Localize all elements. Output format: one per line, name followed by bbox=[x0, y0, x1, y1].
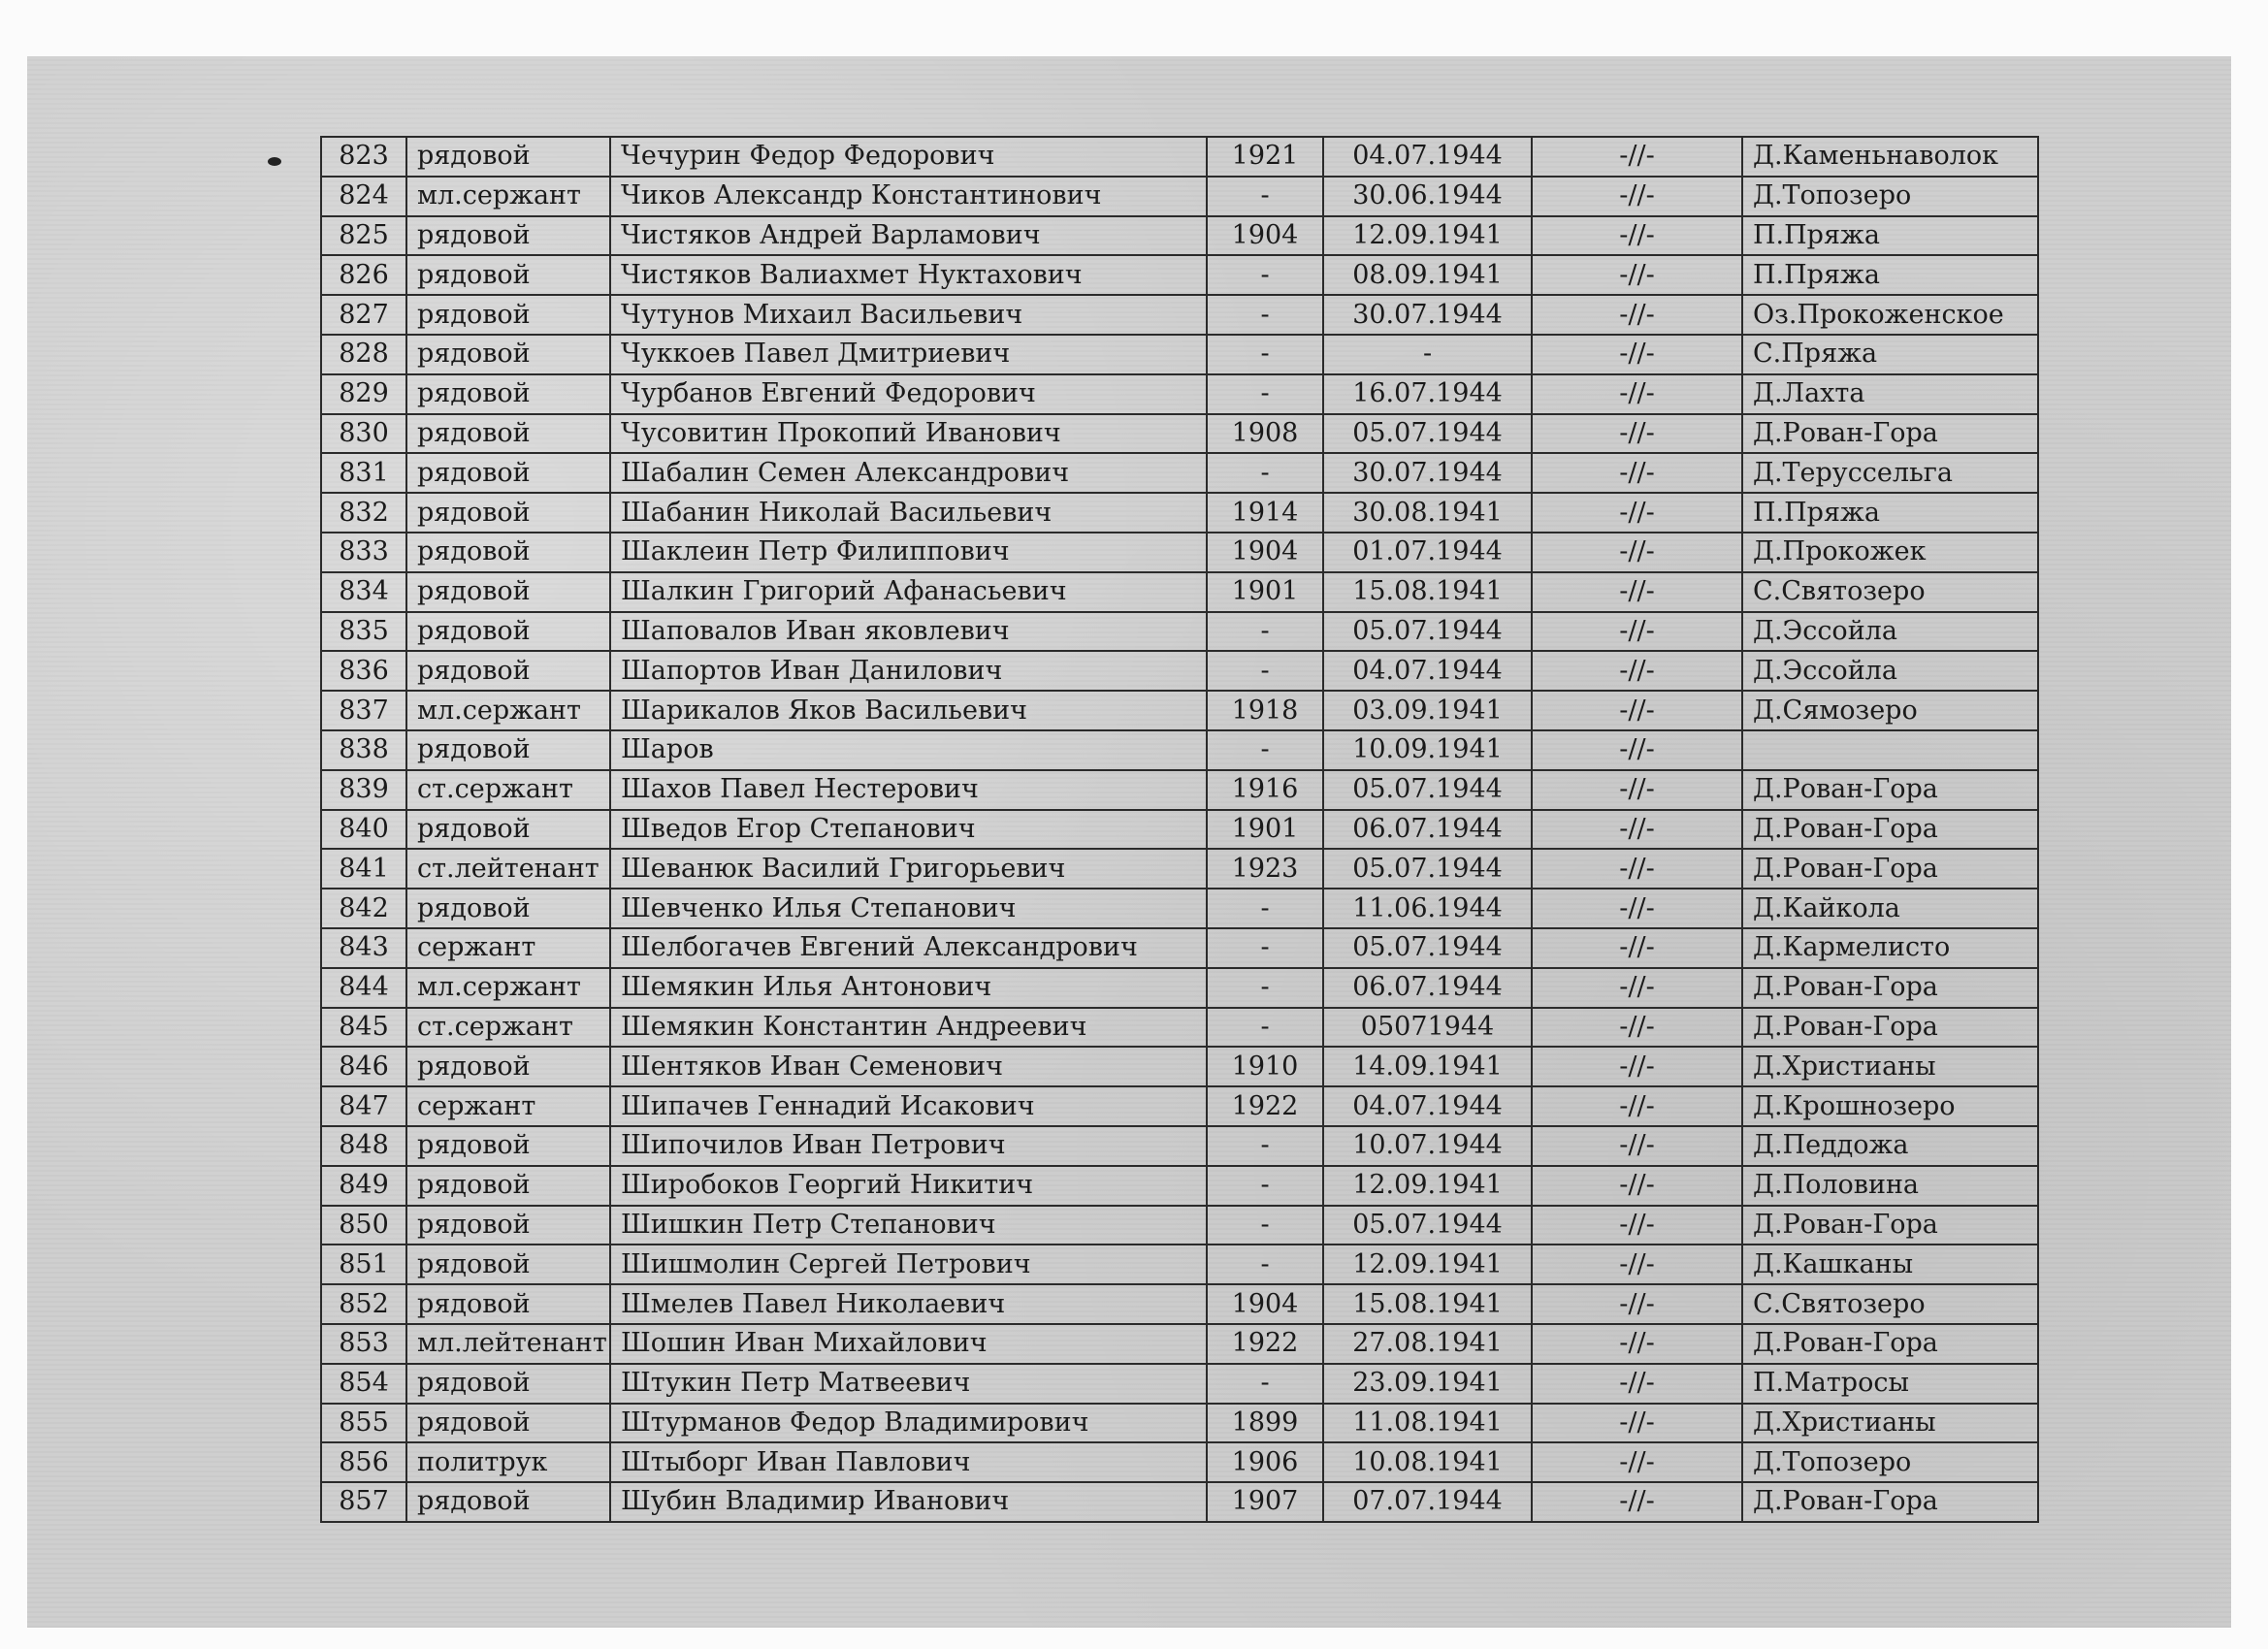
rank-cell: рядовой bbox=[406, 1047, 610, 1086]
record-number: 834 bbox=[321, 572, 406, 612]
birth-year-cell: 1907 bbox=[1207, 1482, 1323, 1522]
table-row bbox=[321, 928, 2038, 968]
table-row bbox=[321, 1047, 2038, 1086]
record-number: 843 bbox=[321, 928, 406, 968]
roster-body bbox=[321, 137, 2038, 1522]
table-row bbox=[321, 968, 2038, 1008]
table-row bbox=[321, 1086, 2038, 1126]
table-row bbox=[321, 770, 2038, 810]
rank-cell: рядовой bbox=[406, 255, 610, 295]
record-number: 828 bbox=[321, 335, 406, 374]
table-row bbox=[321, 1482, 2038, 1522]
rank-cell: рядовой bbox=[406, 889, 610, 928]
birth-year-cell: 1910 bbox=[1207, 1047, 1323, 1086]
full-name-cell: Чуккоев Павел Дмитриевич bbox=[610, 335, 1207, 374]
rank-cell: рядовой bbox=[406, 216, 610, 256]
place-cell: Д.Рован-Гора bbox=[1742, 1206, 2038, 1245]
birth-year-cell: 1906 bbox=[1207, 1442, 1323, 1482]
full-name-cell: Шабанин Николай Васильевич bbox=[610, 493, 1207, 533]
place-cell: С.Пряжа bbox=[1742, 335, 2038, 374]
record-number: 856 bbox=[321, 1442, 406, 1482]
ditto-mark-cell: -//- bbox=[1532, 730, 1742, 770]
ditto-mark-cell: -//- bbox=[1532, 1206, 1742, 1245]
record-number: 837 bbox=[321, 691, 406, 730]
ditto-mark-cell: -//- bbox=[1532, 651, 1742, 691]
rank-cell: рядовой bbox=[406, 533, 610, 572]
table-row bbox=[321, 374, 2038, 414]
place-cell: П.Пряжа bbox=[1742, 216, 2038, 256]
place-cell: Д.Рован-Гора bbox=[1742, 1008, 2038, 1048]
rank-cell: мл.сержант bbox=[406, 968, 610, 1008]
full-name-cell: Шабалин Семен Александрович bbox=[610, 453, 1207, 493]
birth-year-cell: - bbox=[1207, 1206, 1323, 1245]
date-cell: 04.07.1944 bbox=[1323, 651, 1532, 691]
ditto-mark-cell: -//- bbox=[1532, 1047, 1742, 1086]
place-cell: Д.Крошнозеро bbox=[1742, 1086, 2038, 1126]
date-cell: 30.08.1941 bbox=[1323, 493, 1532, 533]
table-row bbox=[321, 1166, 2038, 1206]
place-cell: Д.Рован-Гора bbox=[1742, 968, 2038, 1008]
place-cell: С.Святозеро bbox=[1742, 572, 2038, 612]
rank-cell: мл.сержант bbox=[406, 177, 610, 216]
record-number: 849 bbox=[321, 1166, 406, 1206]
place-cell: Д.Сямозеро bbox=[1742, 691, 2038, 730]
date-cell: 30.07.1944 bbox=[1323, 295, 1532, 335]
place-cell: Д.Топозеро bbox=[1742, 1442, 2038, 1482]
full-name-cell: Шипочилов Иван Петрович bbox=[610, 1126, 1207, 1166]
rank-cell: рядовой bbox=[406, 453, 610, 493]
date-cell: 11.06.1944 bbox=[1323, 889, 1532, 928]
ditto-mark-cell: -//- bbox=[1532, 1482, 1742, 1522]
date-cell: 04.07.1944 bbox=[1323, 137, 1532, 177]
place-cell: П.Пряжа bbox=[1742, 493, 2038, 533]
date-cell: 07.07.1944 bbox=[1323, 1482, 1532, 1522]
full-name-cell: Шубин Владимир Иванович bbox=[610, 1482, 1207, 1522]
full-name-cell: Штурманов Федор Владимирович bbox=[610, 1404, 1207, 1443]
record-number: 829 bbox=[321, 374, 406, 414]
date-cell: 10.08.1941 bbox=[1323, 1442, 1532, 1482]
record-number: 835 bbox=[321, 612, 406, 652]
record-number: 852 bbox=[321, 1284, 406, 1324]
date-cell: 05.07.1944 bbox=[1323, 849, 1532, 889]
birth-year-cell: - bbox=[1207, 1008, 1323, 1048]
birth-year-cell: 1904 bbox=[1207, 216, 1323, 256]
table-row bbox=[321, 1324, 2038, 1364]
date-cell: - bbox=[1323, 335, 1532, 374]
ditto-mark-cell: -//- bbox=[1532, 177, 1742, 216]
table-row bbox=[321, 1245, 2038, 1284]
place-cell: Д.Каменьнаволок bbox=[1742, 137, 2038, 177]
record-number: 824 bbox=[321, 177, 406, 216]
ditto-mark-cell: -//- bbox=[1532, 770, 1742, 810]
rank-cell: политрук bbox=[406, 1442, 610, 1482]
table-row bbox=[321, 335, 2038, 374]
ditto-mark-cell: -//- bbox=[1532, 572, 1742, 612]
full-name-cell: Шаров bbox=[610, 730, 1207, 770]
table-row bbox=[321, 651, 2038, 691]
ditto-mark-cell: -//- bbox=[1532, 849, 1742, 889]
ditto-mark-cell: -//- bbox=[1532, 889, 1742, 928]
table-row bbox=[321, 216, 2038, 256]
record-number: 850 bbox=[321, 1206, 406, 1245]
place-cell: Д.Рован-Гора bbox=[1742, 1324, 2038, 1364]
ditto-mark-cell: -//- bbox=[1532, 255, 1742, 295]
table-row bbox=[321, 1206, 2038, 1245]
birth-year-cell: - bbox=[1207, 1245, 1323, 1284]
date-cell: 11.08.1941 bbox=[1323, 1404, 1532, 1443]
full-name-cell: Чечурин Федор Федорович bbox=[610, 137, 1207, 177]
table-row bbox=[321, 255, 2038, 295]
ditto-mark-cell: -//- bbox=[1532, 1442, 1742, 1482]
ditto-mark-cell: -//- bbox=[1532, 374, 1742, 414]
birth-year-cell: 1923 bbox=[1207, 849, 1323, 889]
place-cell: Д.Эссойла bbox=[1742, 612, 2038, 652]
ditto-mark-cell: -//- bbox=[1532, 1126, 1742, 1166]
record-number: 853 bbox=[321, 1324, 406, 1364]
full-name-cell: Чурбанов Евгений Федорович bbox=[610, 374, 1207, 414]
full-name-cell: Шарикалов Яков Васильевич bbox=[610, 691, 1207, 730]
ditto-mark-cell: -//- bbox=[1532, 691, 1742, 730]
place-cell: П.Матросы bbox=[1742, 1364, 2038, 1404]
date-cell: 06.07.1944 bbox=[1323, 968, 1532, 1008]
birth-year-cell: - bbox=[1207, 1364, 1323, 1404]
table-row bbox=[321, 1284, 2038, 1324]
ditto-mark-cell: -//- bbox=[1532, 1245, 1742, 1284]
ditto-mark-cell: -//- bbox=[1532, 335, 1742, 374]
birth-year-cell: - bbox=[1207, 651, 1323, 691]
rank-cell: рядовой bbox=[406, 295, 610, 335]
full-name-cell: Шошин Иван Михайлович bbox=[610, 1324, 1207, 1364]
ditto-mark-cell: -//- bbox=[1532, 1284, 1742, 1324]
record-number: 825 bbox=[321, 216, 406, 256]
record-number: 840 bbox=[321, 810, 406, 850]
birth-year-cell: - bbox=[1207, 1166, 1323, 1206]
record-number: 841 bbox=[321, 849, 406, 889]
full-name-cell: Шахов Павел Нестерович bbox=[610, 770, 1207, 810]
table-row bbox=[321, 691, 2038, 730]
record-number: 839 bbox=[321, 770, 406, 810]
place-cell: Д.Христианы bbox=[1742, 1047, 2038, 1086]
place-cell: Оз.Прокоженское bbox=[1742, 295, 2038, 335]
record-number: 855 bbox=[321, 1404, 406, 1443]
birth-year-cell: - bbox=[1207, 1126, 1323, 1166]
record-number: 832 bbox=[321, 493, 406, 533]
ditto-mark-cell: -//- bbox=[1532, 1364, 1742, 1404]
date-cell: 15.08.1941 bbox=[1323, 572, 1532, 612]
full-name-cell: Шмелев Павел Николаевич bbox=[610, 1284, 1207, 1324]
birth-year-cell: - bbox=[1207, 968, 1323, 1008]
full-name-cell: Шишкин Петр Степанович bbox=[610, 1206, 1207, 1245]
rank-cell: рядовой bbox=[406, 572, 610, 612]
rank-cell: ст.сержант bbox=[406, 770, 610, 810]
birth-year-cell: 1908 bbox=[1207, 414, 1323, 454]
table-row bbox=[321, 1364, 2038, 1404]
rank-cell: рядовой bbox=[406, 612, 610, 652]
full-name-cell: Штыборг Иван Павлович bbox=[610, 1442, 1207, 1482]
ditto-mark-cell: -//- bbox=[1532, 968, 1742, 1008]
record-number: 827 bbox=[321, 295, 406, 335]
rank-cell: сержант bbox=[406, 928, 610, 968]
full-name-cell: Шевченко Илья Степанович bbox=[610, 889, 1207, 928]
table-row bbox=[321, 453, 2038, 493]
birth-year-cell: 1914 bbox=[1207, 493, 1323, 533]
date-cell: 01.07.1944 bbox=[1323, 533, 1532, 572]
rank-cell: рядовой bbox=[406, 1364, 610, 1404]
rank-cell: рядовой bbox=[406, 414, 610, 454]
birth-year-cell: - bbox=[1207, 177, 1323, 216]
full-name-cell: Шелбогачев Евгений Александрович bbox=[610, 928, 1207, 968]
rank-cell: мл.лейтенант bbox=[406, 1324, 610, 1364]
casualty-roster-table bbox=[320, 136, 2039, 1523]
date-cell: 05071944 bbox=[1323, 1008, 1532, 1048]
date-cell: 23.09.1941 bbox=[1323, 1364, 1532, 1404]
birth-year-cell: - bbox=[1207, 335, 1323, 374]
rank-cell: ст.лейтенант bbox=[406, 849, 610, 889]
birth-year-cell: - bbox=[1207, 889, 1323, 928]
record-number: 831 bbox=[321, 453, 406, 493]
birth-year-cell: - bbox=[1207, 295, 1323, 335]
rank-cell: рядовой bbox=[406, 374, 610, 414]
record-number: 847 bbox=[321, 1086, 406, 1126]
table-row bbox=[321, 295, 2038, 335]
rank-cell: ст.сержант bbox=[406, 1008, 610, 1048]
place-cell: Д.Рован-Гора bbox=[1742, 414, 2038, 454]
rank-cell: мл.сержант bbox=[406, 691, 610, 730]
ditto-mark-cell: -//- bbox=[1532, 137, 1742, 177]
birth-year-cell: - bbox=[1207, 612, 1323, 652]
rank-cell: рядовой bbox=[406, 493, 610, 533]
table-row bbox=[321, 889, 2038, 928]
ditto-mark-cell: -//- bbox=[1532, 810, 1742, 850]
record-number: 836 bbox=[321, 651, 406, 691]
table-row bbox=[321, 810, 2038, 850]
ditto-mark-cell: -//- bbox=[1532, 1008, 1742, 1048]
ditto-mark-cell: -//- bbox=[1532, 612, 1742, 652]
birth-year-cell: - bbox=[1207, 255, 1323, 295]
place-cell: Д.Рован-Гора bbox=[1742, 810, 2038, 850]
ink-speck bbox=[268, 157, 281, 166]
date-cell: 10.09.1941 bbox=[1323, 730, 1532, 770]
table-row bbox=[321, 612, 2038, 652]
rank-cell: рядовой bbox=[406, 1404, 610, 1443]
full-name-cell: Шемякин Илья Антонович bbox=[610, 968, 1207, 1008]
full-name-cell: Штукин Петр Матвеевич bbox=[610, 1364, 1207, 1404]
birth-year-cell: 1922 bbox=[1207, 1086, 1323, 1126]
date-cell: 05.07.1944 bbox=[1323, 928, 1532, 968]
date-cell: 10.07.1944 bbox=[1323, 1126, 1532, 1166]
birth-year-cell: - bbox=[1207, 730, 1323, 770]
table-row bbox=[321, 1404, 2038, 1443]
birth-year-cell: 1901 bbox=[1207, 572, 1323, 612]
date-cell: 30.07.1944 bbox=[1323, 453, 1532, 493]
record-number: 823 bbox=[321, 137, 406, 177]
place-cell: С.Святозеро bbox=[1742, 1284, 2038, 1324]
table-row bbox=[321, 177, 2038, 216]
rank-cell: рядовой bbox=[406, 810, 610, 850]
table-row bbox=[321, 1008, 2038, 1048]
full-name-cell: Чиков Александр Константинович bbox=[610, 177, 1207, 216]
table-row bbox=[321, 730, 2038, 770]
place-cell: Д.Кашканы bbox=[1742, 1245, 2038, 1284]
full-name-cell: Шалкин Григорий Афанасьевич bbox=[610, 572, 1207, 612]
place-cell: П.Пряжа bbox=[1742, 255, 2038, 295]
table-row bbox=[321, 1126, 2038, 1166]
full-name-cell: Чистяков Валиахмет Нуктахович bbox=[610, 255, 1207, 295]
record-number: 830 bbox=[321, 414, 406, 454]
full-name-cell: Шаклеин Петр Филиппович bbox=[610, 533, 1207, 572]
place-cell: Д.Половина bbox=[1742, 1166, 2038, 1206]
record-number: 844 bbox=[321, 968, 406, 1008]
date-cell: 05.07.1944 bbox=[1323, 770, 1532, 810]
full-name-cell: Чусовитин Прокопий Иванович bbox=[610, 414, 1207, 454]
birth-year-cell: 1922 bbox=[1207, 1324, 1323, 1364]
full-name-cell: Шведов Егор Степанович bbox=[610, 810, 1207, 850]
rank-cell: рядовой bbox=[406, 1482, 610, 1522]
place-cell bbox=[1742, 730, 2038, 770]
place-cell: Д.Прокожек bbox=[1742, 533, 2038, 572]
date-cell: 12.09.1941 bbox=[1323, 1245, 1532, 1284]
record-number: 838 bbox=[321, 730, 406, 770]
rank-cell: рядовой bbox=[406, 1206, 610, 1245]
ditto-mark-cell: -//- bbox=[1532, 1404, 1742, 1443]
rank-cell: рядовой bbox=[406, 730, 610, 770]
table-row bbox=[321, 493, 2038, 533]
date-cell: 30.06.1944 bbox=[1323, 177, 1532, 216]
place-cell: Д.Кайкола bbox=[1742, 889, 2038, 928]
ditto-mark-cell: -//- bbox=[1532, 533, 1742, 572]
rank-cell: рядовой bbox=[406, 137, 610, 177]
record-number: 833 bbox=[321, 533, 406, 572]
birth-year-cell: 1904 bbox=[1207, 1284, 1323, 1324]
ditto-mark-cell: -//- bbox=[1532, 1166, 1742, 1206]
full-name-cell: Шишмолин Сергей Петрович bbox=[610, 1245, 1207, 1284]
birth-year-cell: 1901 bbox=[1207, 810, 1323, 850]
ditto-mark-cell: -//- bbox=[1532, 1324, 1742, 1364]
full-name-cell: Шентяков Иван Семенович bbox=[610, 1047, 1207, 1086]
rank-cell: сержант bbox=[406, 1086, 610, 1126]
table-row bbox=[321, 572, 2038, 612]
table-row bbox=[321, 414, 2038, 454]
full-name-cell: Широбоков Георгий Никитич bbox=[610, 1166, 1207, 1206]
date-cell: 16.07.1944 bbox=[1323, 374, 1532, 414]
record-number: 848 bbox=[321, 1126, 406, 1166]
place-cell: Д.Теруссельга bbox=[1742, 453, 2038, 493]
record-number: 846 bbox=[321, 1047, 406, 1086]
place-cell: Д.Эссойла bbox=[1742, 651, 2038, 691]
table-row bbox=[321, 533, 2038, 572]
rank-cell: рядовой bbox=[406, 1245, 610, 1284]
place-cell: Д.Рован-Гора bbox=[1742, 849, 2038, 889]
table-row bbox=[321, 849, 2038, 889]
birth-year-cell: 1916 bbox=[1207, 770, 1323, 810]
birth-year-cell: - bbox=[1207, 453, 1323, 493]
ditto-mark-cell: -//- bbox=[1532, 414, 1742, 454]
date-cell: 05.07.1944 bbox=[1323, 414, 1532, 454]
birth-year-cell: - bbox=[1207, 374, 1323, 414]
full-name-cell: Шеванюк Василий Григорьевич bbox=[610, 849, 1207, 889]
birth-year-cell: 1899 bbox=[1207, 1404, 1323, 1443]
ditto-mark-cell: -//- bbox=[1532, 928, 1742, 968]
rank-cell: рядовой bbox=[406, 651, 610, 691]
date-cell: 06.07.1944 bbox=[1323, 810, 1532, 850]
full-name-cell: Шемякин Константин Андреевич bbox=[610, 1008, 1207, 1048]
record-number: 857 bbox=[321, 1482, 406, 1522]
date-cell: 14.09.1941 bbox=[1323, 1047, 1532, 1086]
birth-year-cell: 1904 bbox=[1207, 533, 1323, 572]
ditto-mark-cell: -//- bbox=[1532, 1086, 1742, 1126]
full-name-cell: Чутунов Михаил Васильевич bbox=[610, 295, 1207, 335]
rank-cell: рядовой bbox=[406, 335, 610, 374]
date-cell: 08.09.1941 bbox=[1323, 255, 1532, 295]
full-name-cell: Шапортов Иван Данилович bbox=[610, 651, 1207, 691]
table-row bbox=[321, 1442, 2038, 1482]
place-cell: Д.Рован-Гора bbox=[1742, 770, 2038, 810]
date-cell: 05.07.1944 bbox=[1323, 1206, 1532, 1245]
record-number: 854 bbox=[321, 1364, 406, 1404]
place-cell: Д.Топозеро bbox=[1742, 177, 2038, 216]
date-cell: 15.08.1941 bbox=[1323, 1284, 1532, 1324]
date-cell: 03.09.1941 bbox=[1323, 691, 1532, 730]
ditto-mark-cell: -//- bbox=[1532, 493, 1742, 533]
record-number: 845 bbox=[321, 1008, 406, 1048]
full-name-cell: Шаповалов Иван яковлевич bbox=[610, 612, 1207, 652]
date-cell: 12.09.1941 bbox=[1323, 1166, 1532, 1206]
place-cell: Д.Педдожа bbox=[1742, 1126, 2038, 1166]
record-number: 851 bbox=[321, 1245, 406, 1284]
place-cell: Д.Лахта bbox=[1742, 374, 2038, 414]
place-cell: Д.Рован-Гора bbox=[1742, 1482, 2038, 1522]
record-number: 826 bbox=[321, 255, 406, 295]
full-name-cell: Шипачев Геннадий Исакович bbox=[610, 1086, 1207, 1126]
birth-year-cell: 1918 bbox=[1207, 691, 1323, 730]
place-cell: Д.Кармелисто bbox=[1742, 928, 2038, 968]
ditto-mark-cell: -//- bbox=[1532, 216, 1742, 256]
rank-cell: рядовой bbox=[406, 1166, 610, 1206]
date-cell: 12.09.1941 bbox=[1323, 216, 1532, 256]
birth-year-cell: 1921 bbox=[1207, 137, 1323, 177]
ditto-mark-cell: -//- bbox=[1532, 453, 1742, 493]
date-cell: 04.07.1944 bbox=[1323, 1086, 1532, 1126]
full-name-cell: Чистяков Андрей Варламович bbox=[610, 216, 1207, 256]
rank-cell: рядовой bbox=[406, 1284, 610, 1324]
ditto-mark-cell: -//- bbox=[1532, 295, 1742, 335]
place-cell: Д.Христианы bbox=[1742, 1404, 2038, 1443]
birth-year-cell: - bbox=[1207, 928, 1323, 968]
date-cell: 27.08.1941 bbox=[1323, 1324, 1532, 1364]
record-number: 842 bbox=[321, 889, 406, 928]
table-row bbox=[321, 137, 2038, 177]
date-cell: 05.07.1944 bbox=[1323, 612, 1532, 652]
rank-cell: рядовой bbox=[406, 1126, 610, 1166]
